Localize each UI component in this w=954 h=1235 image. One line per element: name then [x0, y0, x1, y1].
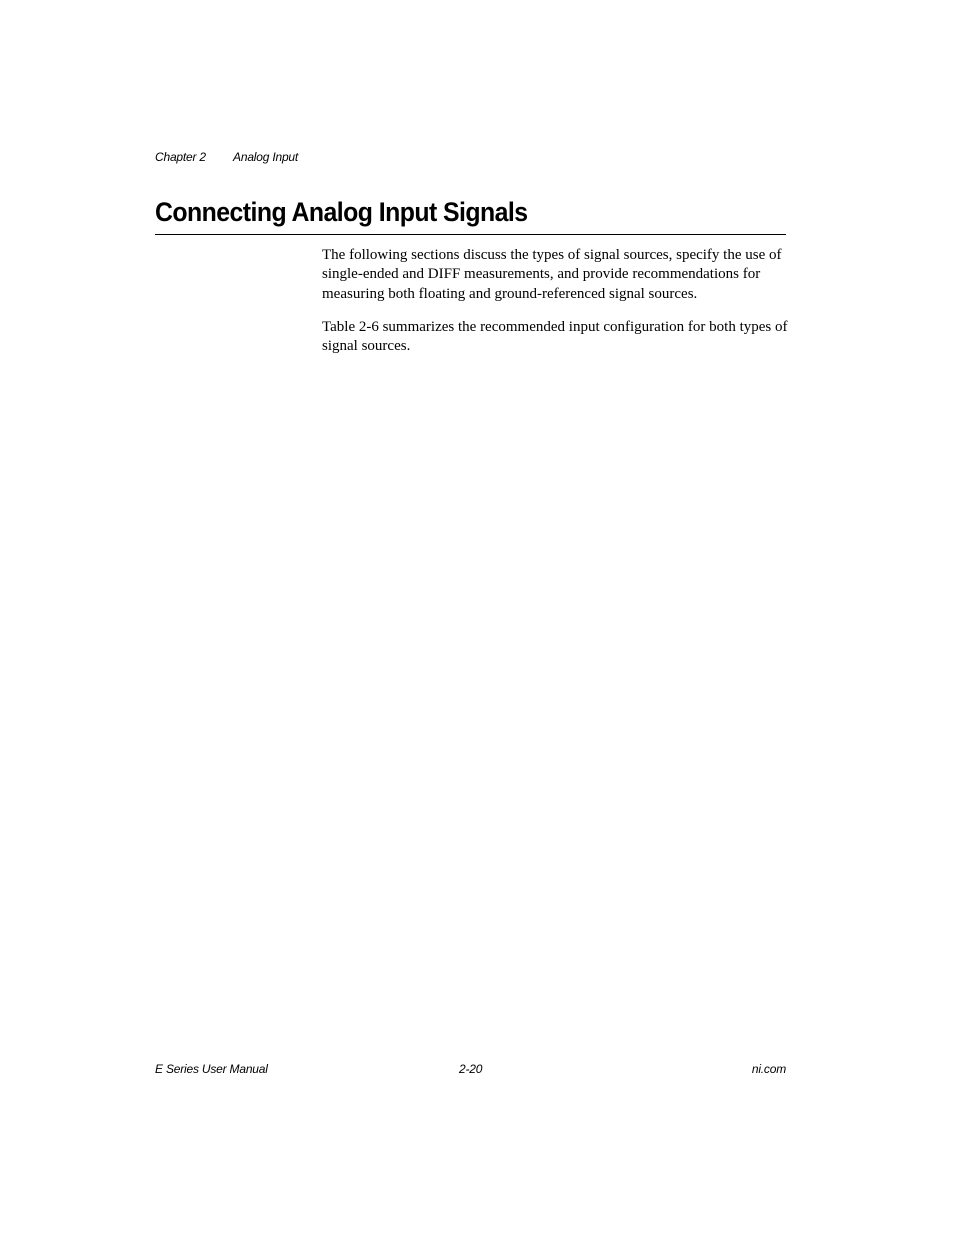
- paragraph-table-reference: Table 2-6 summarizes the recommended input configuration for both types of signal sources.: [322, 318, 788, 355]
- section-heading-text: Connecting Analog Input Signals: [155, 197, 528, 227]
- footer-manual-title: E Series User Manual: [155, 1062, 268, 1076]
- footer-page-number: 2-20: [459, 1062, 483, 1076]
- footer-website: ni.com: [751, 1062, 786, 1076]
- section-heading: [155, 195, 786, 235]
- chapter-number: Chapter 2: [155, 150, 206, 164]
- running-header: [155, 150, 298, 164]
- chapter-title: Analog Input: [233, 150, 299, 164]
- paragraph-intro: The following sections discuss the types of signal sources, specify the use of single-ended and DIFF measurements, and provide recommendations for measuring both floating and ground-referenced signal sources.: [322, 247, 782, 302]
- section-body: [322, 246, 788, 370]
- running-footer: [155, 1062, 786, 1078]
